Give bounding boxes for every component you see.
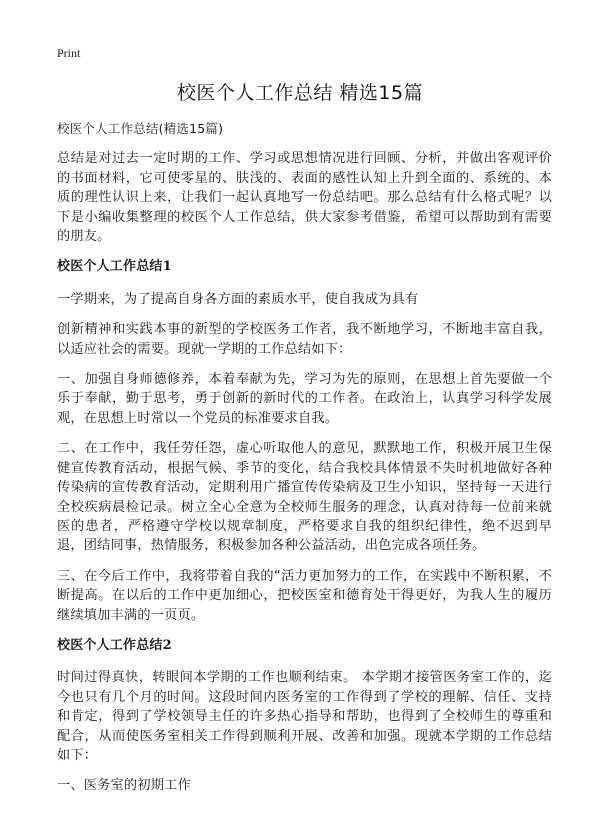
section-1-paragraph: 一、加强自身师德修养，本着奉献为先，学习为先的原则，在思想上首先要做一个乐于奉献，勤于思考，勇于创新的新时代的工作者。在政治上，认真学习科学发展观，在思想上时常以一个党员的标准要求自我。 (57, 372, 552, 426)
section-1-paragraph: 创新精神和实践本事的新型的学校医务工作者，我不断地学习，不断地丰富自我，以适应社会的需要。现就一学期的工作总结如下： (57, 322, 552, 357)
section-1-paragraph: 二、在工作中，我任劳任怨，虚心听取他人的意见，默默地工作，积极开展卫生保健宣传教育活动，根据气候、季节的变化，结合我校具体情景不失时机地做好各种传染病的宣传教育活动，定期利用广播宣传传染病及卫生小知识，坚持每一天进行全校疾病晨检记录。树立全心全意为全校师生服务的理念，认真对待每一位前来就医的患者，严格遵守学校以规章制度，严格要求自我的组织纪律性，绝不迟到早退，团结同事，热情服务，积极参加各种公益活动，出色完成各项任务。 (57, 441, 552, 554)
document-title: 校医个人工作总结 精选15篇 (176, 82, 424, 104)
intro-paragraph: 总结是对过去一定时期的工作、学习或思想情况进行回顾、分析，并做出客观评价的书面材料，它可使零星的、肤浅的、表面的感性认知上升到全面的、系统的、本质的理性认识上来，让我们一起认真地写一份总结吧。那么总结有什么格式呢？以下是小编收集整理的校医个人工作总结，供大家参考借鉴，希望可以帮助到有需要的朋友。 (57, 151, 552, 245)
document-subtitle: 校医个人工作总结(精选15篇) (57, 121, 224, 136)
section-1-paragraph: 三、在今后工作中，我将带着自我的“活力更加努力的工作，在实践中不断积累，不断提高。在以后的工作中更加细心，把校医室和德育处干得更好，为我人生的履历继续填加丰满的一页页。 (57, 568, 552, 623)
section-2-paragraph: 一、医务室的初期工作 (57, 778, 191, 794)
section-heading-2: 校医个人工作总结2 (57, 637, 172, 653)
print-label: Print (57, 46, 81, 60)
document-body (57, 119, 552, 807)
section-heading-1: 校医个人工作总结1 (57, 259, 172, 275)
section-2-paragraph: 时间过得真快，转眼间本学期的工作也顺利结束。 本学期才接管医务室工作的，迄今也只有几个月的时间。这段时间内医务室的工作得到了学校的理解、信任、支持和肯定，得到了学校领导主任的许多热心指导和帮助，也得到了全校师生的尊重和配合，从而使医务室相关工作得到顺利开展、改善和加强。现就本学期的工作总结如下： (57, 670, 552, 763)
section-1-paragraph: 一学期来，为了提高自身各方面的素质水平，使自我成为具有 (57, 291, 419, 307)
